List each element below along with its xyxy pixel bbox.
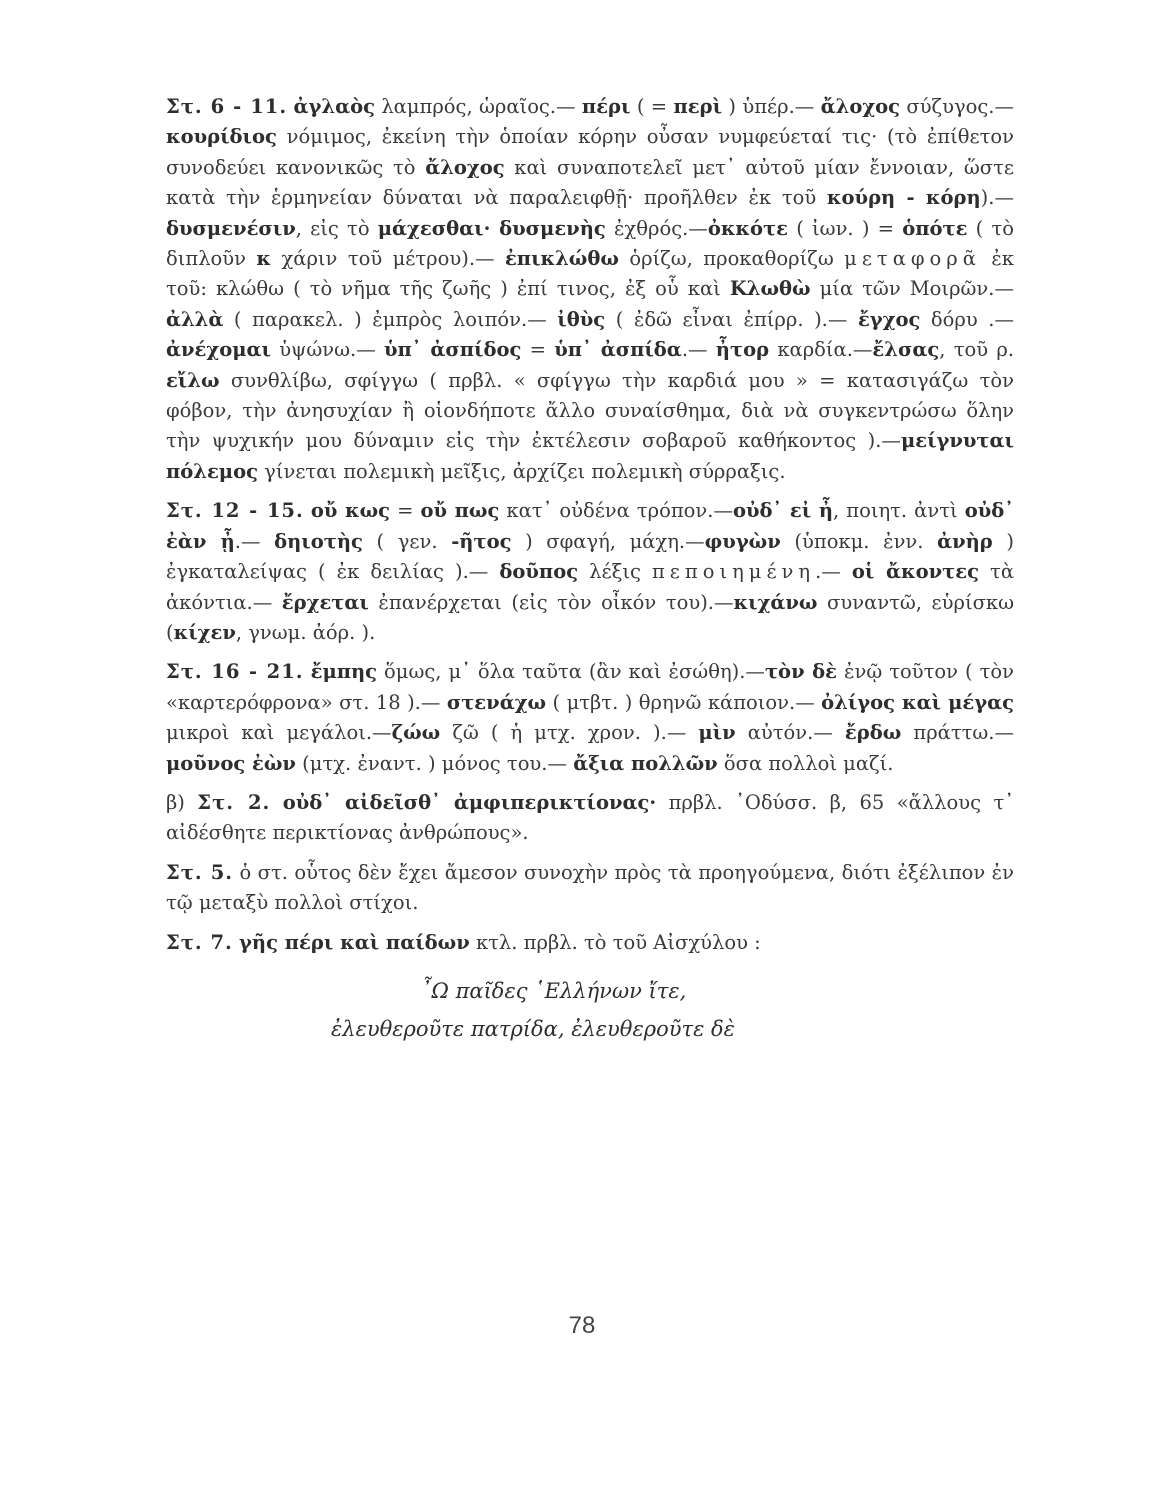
gloss: , γνωμ. ἀόρ. ). <box>235 620 376 644</box>
quotation-line-2: ἐλευθεροῦτε πατρίδα, ἐλευθεροῦτε δὲ <box>331 1016 735 1041</box>
lemma: κούρη - κόρη <box>826 186 981 210</box>
gloss: (μτχ. ἐναντ. ) μόνος του.— <box>295 751 574 775</box>
gloss: τὰ ἀκόντια.— <box>166 560 1014 614</box>
lemma: ἔγχος <box>857 307 921 331</box>
lemma: μοῦνος ἐὼν <box>166 751 296 775</box>
lemma: περὶ <box>673 95 723 118</box>
commentary-page <box>166 92 1014 1048</box>
lemma: ἔμπης <box>310 660 378 684</box>
gloss: ἐκ τοῦ: κλώθω ( τὸ νῆμα τῆς ζωῆς ) ἐπί τινος, ἐξ οὗ καὶ <box>166 247 1014 301</box>
note-verses-6-11 <box>166 92 1014 487</box>
gloss: καρδία.— <box>769 338 873 362</box>
gloss: δόρυ .— <box>920 307 1014 331</box>
lemma: δυσμενέσιν <box>166 216 296 240</box>
gloss: ( γεν. <box>362 529 452 553</box>
spaced-term: μεταφορᾶ <box>844 247 981 271</box>
gloss: (ὑποκμ. ἐνν. <box>780 529 938 553</box>
gloss: ὑψώνω.— <box>270 338 384 362</box>
note-verses-12-15 <box>166 496 1014 648</box>
note-verse-7 <box>166 928 1014 958</box>
lemma: Κλωθὼ <box>729 277 811 301</box>
gloss: .— <box>234 529 275 553</box>
aeschylus-quotation <box>166 972 1014 1048</box>
lemma: οὔ πως <box>420 499 500 523</box>
lemma: οὔ κως <box>310 499 391 523</box>
lemma: γῆς πέρι καὶ παίδων <box>239 930 470 954</box>
lemma: ἔλσας <box>872 338 940 362</box>
lemma: ἐπικλώθω <box>504 247 619 271</box>
gloss: πρβλ. ᾿Οδύσσ. β, 65 «ἄλλους τ᾽ αἰδέσθητε περικτίονας ἀνθρώπους». <box>166 790 1014 845</box>
gloss: λαμπρός, ὡραῖος.— <box>374 95 582 118</box>
gloss: = <box>390 499 421 523</box>
gloss: ) ἐγκαταλείψας ( ἐκ δειλίας ).— <box>166 529 1015 584</box>
lemma: οὐδ᾽ ἐὰν ᾖ <box>166 499 1014 553</box>
lemma: φυγὼν <box>704 529 781 553</box>
lemma: μὶν <box>698 721 736 745</box>
quotation-line-1: ῏Ω παῖδες ῾Ελλήνων ἴτε, <box>421 978 687 1003</box>
verse-reference: Στ. 5. <box>166 860 234 884</box>
lemma: ὀκκότε <box>707 216 789 240</box>
lemma: μάχεσθαι· δυσμενὴς <box>377 216 606 240</box>
gloss: ἐνῷ τοῦτον ( τὸν «καρτερόφρονα» στ. 18 ).— <box>166 660 1014 714</box>
lemma: ἔρδω <box>844 721 902 745</box>
spaced-term: πεποιημένη <box>651 560 816 584</box>
gloss: σύζυγος.— <box>900 95 1014 118</box>
gloss: ζῶ ( ἡ μτχ. χρον. ).— <box>440 721 699 745</box>
gloss: .— <box>681 338 716 362</box>
gloss: ( ἰων. ) = <box>788 216 903 240</box>
gloss: ( τὸ διπλοῦν <box>166 216 1014 271</box>
gloss: ὅσα πολλοὶ μαζί. <box>717 751 894 775</box>
gloss: χάριν τοῦ μέτρου).— <box>271 247 505 271</box>
gloss: καὶ συναποτελεῖ μετ᾽ αὐτοῦ μίαν ἔννοιαν, ὥστε κατὰ τὴν ἑρμηνείαν δύναται νὰ παραλειφθῇ· προῆλθεν ἐκ τοῦ <box>166 155 1014 210</box>
gloss: ὁρίζω, προκαθορίζω <box>618 247 845 271</box>
verse-reference: Στ. 16 - 21. <box>166 660 304 684</box>
gloss: συνθλίβω, σφίγγω ( πρβλ. « σφίγγω τὴν καρδιά μου » = κατασιγάζω τὸν φόβον, τὴν ἀνησυχίαν ἢ οἱονδήποτε ἄλλο συναίσθημα, διὰ νὰ συγκεντρώσω ὅλην τὴν ψυχικήν μου δύναμιν εἰς τὴν ἐκτέλεσιν σοβαροῦ καθήκοντος ).— <box>166 368 1014 453</box>
lemma: οὐδ᾽ εἰ ἦ <box>732 499 834 523</box>
lemma: κουρίδιος <box>166 125 277 149</box>
gloss: , εἰς τὸ <box>295 216 378 240</box>
verse-reference: Στ. 7. <box>166 930 233 954</box>
lemma: εἴλω <box>166 368 220 392</box>
lemma: κ <box>256 247 272 271</box>
lemma: ἀνὴρ <box>937 529 993 553</box>
gloss: ὁ στ. οὗτος δὲν ἔχει ἄμεσον συνοχὴν πρὸς τὰ προηγούμενα, διότι ἐξέλιπον ἐν τῷ μεταξὺ πολλοὶ στίχοι. <box>166 860 1015 915</box>
gloss: συναντῶ, εὑρίσκω ( <box>166 590 1014 644</box>
lemma: ἄλοχος <box>820 95 901 118</box>
lemma: ὑπ᾽ ἀσπίδα <box>554 338 682 362</box>
gloss: ( ἐδῶ εἶναι ἐπίρρ. ).— <box>605 307 858 331</box>
gloss: ἐχθρός.— <box>605 216 708 240</box>
gloss: ἐπανέρχεται (εἰς τὸν οἶκόν του).— <box>368 590 734 614</box>
gloss: , ποιητ. ἀντὶ <box>833 499 965 523</box>
lemma: ἔρχεται <box>281 590 369 614</box>
gloss: .— <box>815 560 852 584</box>
gloss: ( = <box>630 95 674 118</box>
lemma: πέρι <box>581 95 631 118</box>
verse-reference: Στ. 6 - 11. <box>166 95 288 118</box>
lemma: ὑπ᾽ ἀσπίδος <box>383 338 522 362</box>
note-section-b-verse-2 <box>166 788 1014 849</box>
gloss: γίνεται πολεμικὴ μεῖξις, ἀρχίζει πολεμικὴ σύρραξις. <box>257 459 786 483</box>
lemma: δοῦπος <box>499 560 579 584</box>
gloss: κατ᾽ οὐδένα τρόπον.— <box>499 499 733 523</box>
lemma: ἄξια πολλῶν <box>573 751 718 775</box>
lemma: στενάχω <box>446 690 547 714</box>
gloss: = <box>521 338 555 362</box>
lemma: ὀλίγος καὶ μέγας <box>821 690 1014 714</box>
verse-reference: Στ. 12 - 15. <box>166 499 304 523</box>
gloss: αὐτόν.— <box>735 721 845 745</box>
lemma: δηιοτὴς <box>274 529 363 553</box>
gloss: ( παρακελ. ) ἐμπρὸς λοιπόν.— <box>223 307 558 331</box>
gloss: μικροὶ καὶ μεγάλοι.— <box>166 721 392 745</box>
lemma: οὐδ᾽ αἰδεῖσθ᾽ ἀμφιπερικτίονας· <box>282 790 657 814</box>
note-verse-5 <box>166 858 1014 919</box>
lemma: ἀλλὰ <box>166 307 224 331</box>
page-number: 78 <box>568 1312 596 1339</box>
section-marker: β) <box>166 790 198 814</box>
note-verses-16-21 <box>166 657 1014 779</box>
lemma: μείγνυται πόλεμος <box>166 429 1014 483</box>
gloss: ( μτβτ. ) θρηνῶ κάποιον.— <box>546 690 822 714</box>
verse-reference: Στ. 2. <box>197 790 271 814</box>
lemma: ἀνέχομαι <box>166 338 271 362</box>
gloss: ).— <box>980 186 1014 210</box>
gloss: νόμιμος, ἐκείνη τὴν ὁποίαν κόρην οὖσαν νυμφεύεταί τις· (τὸ ἐπίθετον συνοδεύει κανονικῶς τὸ <box>166 125 1014 179</box>
lemma: ἦτορ <box>715 338 770 362</box>
lemma: ἰθὺς <box>557 307 606 331</box>
gloss: κτλ. πρβλ. τὸ τοῦ Αἰσχύλου : <box>469 930 761 954</box>
gloss: λέξις <box>578 560 652 584</box>
gloss: ὅμως, μ᾽ ὅλα ταῦτα (ἂν καὶ ἐσώθη).— <box>377 660 765 684</box>
gloss: πράττω.— <box>901 721 1015 745</box>
lemma: τὸν δὲ <box>764 660 838 684</box>
lemma: κίχεν <box>173 620 236 644</box>
lemma: -ῆτος <box>451 529 512 553</box>
lemma: ἄλοχος <box>425 155 505 179</box>
lemma: ζώω <box>391 721 441 745</box>
lemma: ὁπότε <box>902 216 968 240</box>
gloss: μία τῶν Μοιρῶν.— <box>810 277 1014 301</box>
gloss: , τοῦ ρ. <box>939 338 1015 362</box>
gloss: ) ὑπέρ.— <box>722 95 821 118</box>
lemma: οἱ ἄκοντες <box>851 560 979 584</box>
gloss: ) σφαγή, μάχη.— <box>511 529 705 553</box>
lemma: ἀγλαὸς <box>293 95 375 118</box>
lemma: κιχάνω <box>733 590 818 614</box>
